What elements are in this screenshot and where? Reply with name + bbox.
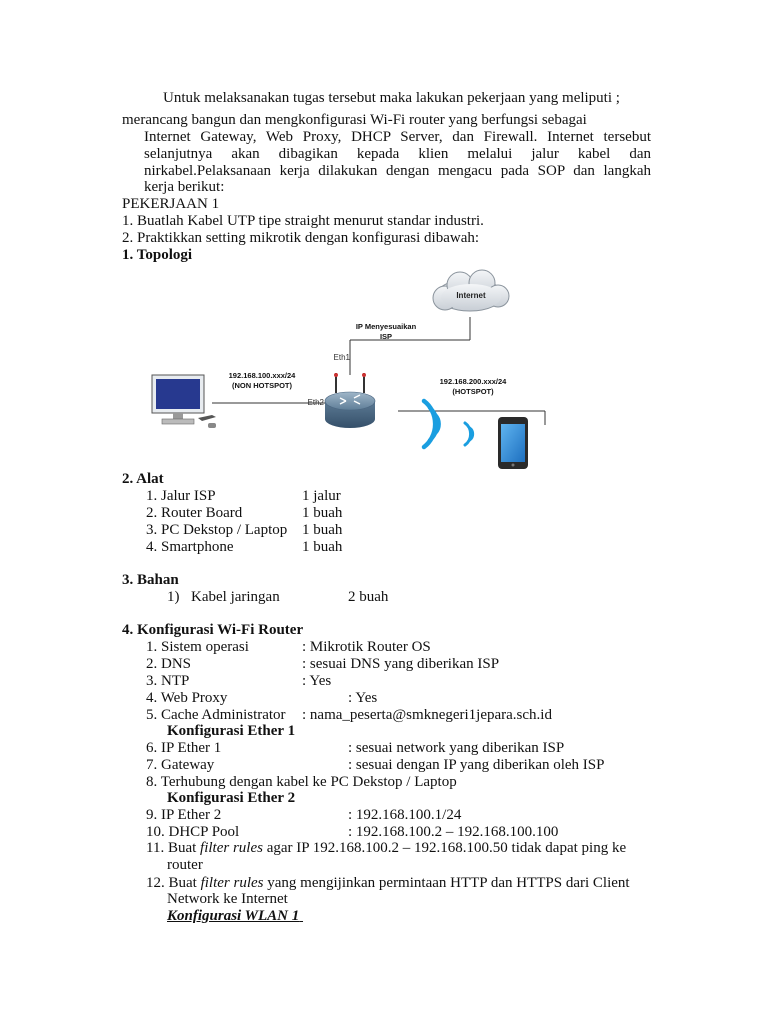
- bahan-name: Kabel jaringan: [191, 589, 280, 605]
- eth1-label: Eth1: [333, 353, 350, 362]
- right-ip-label: 192.168.200.xxx/24: [439, 377, 507, 386]
- item12-pre: 12. Buat: [146, 875, 201, 891]
- item12-em: filter rules: [200, 875, 264, 891]
- ether2-label-2: 10. DHCP Pool: [146, 824, 240, 840]
- konfig-label-4: 4. Web Proxy: [146, 690, 228, 706]
- alat-item-1: 1. Jalur ISP: [146, 488, 216, 504]
- ether2-value-1: : 192.168.100.1/24: [348, 807, 462, 823]
- left-tag-label: (NON HOTSPOT): [232, 381, 292, 390]
- ether1-value-1: : sesuai network yang diberikan ISP: [348, 740, 565, 756]
- job-item-1: 1. Buatlah Kabel UTP tipe straight menurut standar industri.: [122, 213, 484, 229]
- smartphone-icon: [498, 417, 528, 469]
- konfig-value-4: : Yes: [348, 690, 378, 706]
- ether2-heading: Konfigurasi Ether 2: [167, 790, 296, 806]
- bahan-heading: 3. Bahan: [122, 572, 179, 588]
- paragraph-line-3: selanjutnya akan dibagikan kepada klien melalui jalur kabel dan: [144, 146, 651, 162]
- job-title: PEKERJAAN 1: [122, 196, 220, 212]
- isp-label-2: ISP: [379, 332, 393, 341]
- internet-label: Internet: [456, 291, 486, 300]
- isp-label-1: IP Menyesuaikan: [355, 322, 417, 331]
- konfig-label-5: 5. Cache Administrator: [146, 707, 286, 723]
- intro-text: Untuk melaksanakan tugas tersebut maka lakukan pekerjaan yang meliputi ;: [163, 90, 620, 106]
- alat-item-2: 2. Router Board: [146, 505, 243, 521]
- item11-em: filter rules: [200, 840, 263, 856]
- alat-heading: 2. Alat: [122, 471, 164, 487]
- alat-qty-4: 1 buah: [302, 539, 343, 555]
- eth2-label: Eth2: [307, 398, 324, 407]
- ether2-value-2: : 192.168.100.2 – 192.168.100.100: [348, 824, 559, 840]
- ether1-label-1: 6. IP Ether 1: [146, 740, 222, 756]
- wlan-heading-text: Konfigurasi WLAN 1: [167, 908, 300, 924]
- bahan-num: 1): [167, 589, 180, 605]
- job-item-2: 2. Praktikkan setting mikrotik dengan konfigurasi dibawah:: [122, 230, 480, 246]
- wifi-waves-icon: [424, 401, 473, 447]
- topology-heading: 1. Topologi: [122, 247, 193, 263]
- konfig-heading: 4. Konfigurasi Wi-Fi Router: [122, 622, 304, 638]
- konfig-value-5: : nama_peserta@smknegeri1jepara.sch.id: [302, 707, 552, 723]
- konfig-value-3: : Yes: [302, 673, 332, 689]
- ether1-label-2: 7. Gateway: [146, 757, 215, 773]
- right-tag-label: (HOTSPOT): [452, 387, 494, 396]
- ether2-label-1: 9. IP Ether 2: [146, 807, 222, 823]
- ether1-value-2: : sesuai dengan IP yang diberikan oleh ISP: [348, 757, 605, 773]
- paragraph-line-2: Internet Gateway, Web Proxy, DHCP Server, dan Firewall. Internet tersebut: [144, 129, 651, 145]
- konfig-item-11: [146, 840, 626, 857]
- alat-qty-1: 1 jalur: [302, 488, 341, 504]
- paragraph-line-1: [122, 112, 651, 129]
- ether1-heading: Konfigurasi Ether 1: [167, 723, 296, 739]
- paragraph-line-5: kerja berikut:: [144, 179, 225, 195]
- konfig-label-2: 2. DNS: [146, 656, 192, 672]
- alat-qty-3: 1 buah: [302, 522, 343, 538]
- router-icon: [325, 373, 375, 428]
- item11-post: agar IP 192.168.100.2 – 192.168.100.50 tidak dapat ping ke: [262, 840, 627, 856]
- konfig-value-1: : Mikrotik Router OS: [302, 639, 431, 655]
- alat-item-3: 3. PC Dekstop / Laptop: [146, 522, 288, 538]
- left-ip-label: 192.168.100.xxx/24: [228, 371, 296, 380]
- pc-icon: [152, 375, 216, 428]
- bahan-qty: 2 buah: [348, 589, 389, 605]
- paragraph-line-4: nirkabel.Pelaksanaan kerja dilakukan dengan mengacu pada SOP dan langkah: [144, 163, 651, 179]
- konfig-item-11-cont: router: [167, 857, 203, 873]
- konfig-value-2: : sesuai DNS yang diberikan ISP: [302, 656, 500, 672]
- konfig-label-1: 1. Sistem operasi: [146, 639, 249, 655]
- konfig-item-8: 8. Terhubung dengan kabel ke PC Dekstop / Laptop: [146, 774, 457, 790]
- internet-cloud-icon: [433, 270, 509, 311]
- alat-qty-2: 1 buah: [302, 505, 343, 521]
- konfig-label-3: 3. NTP: [146, 673, 190, 689]
- topology-diagram: [140, 265, 550, 475]
- alat-item-4: 4. Smartphone: [146, 539, 234, 555]
- item12-post: yang mengijinkan permintaan HTTP dan HTTPS dari Client: [263, 875, 630, 891]
- item11-pre: 11. Buat: [146, 840, 201, 856]
- paragraph-line-1-text: merancang bangun dan mengkonfigurasi Wi-Fi router yang berfungsi sebagai: [122, 112, 587, 128]
- konfig-item-12: [146, 875, 630, 892]
- konfig-item-12-cont: Network ke Internet: [167, 891, 288, 907]
- wlan-heading: [167, 908, 303, 925]
